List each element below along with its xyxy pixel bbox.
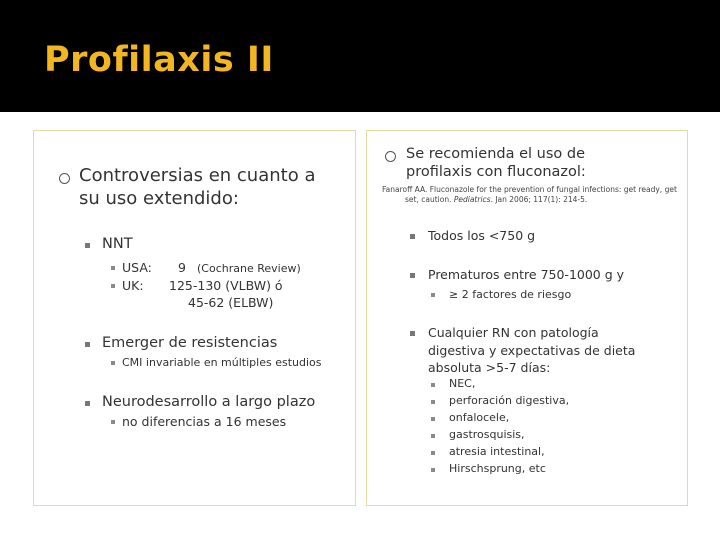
nnt-uk-value-line1: 125-130 (VLBW) ó (169, 278, 283, 293)
right-item3-line1: Cualquier RN con patología (428, 325, 599, 340)
right-item3-sub: NEC, (449, 377, 476, 390)
square-bullet-icon (431, 400, 435, 404)
right-item3-sub: Hirschsprung, etc (449, 462, 546, 475)
square-bullet-icon (410, 331, 415, 336)
square-bullet-icon (431, 417, 435, 421)
square-bullet-icon (410, 234, 415, 239)
right-item3-line3: absoluta >5-7 días: (428, 360, 551, 375)
citation-line1: Fanaroff AA. Fluconazole for the prevention of fungal infections: get ready, get (382, 185, 677, 194)
ring-bullet-icon (59, 173, 70, 184)
citation-line2: set, caution. Pediatrics. Jan 2006; 117(1): 214-5. (405, 195, 588, 204)
right-heading-line1: Se recomienda el uso de (406, 146, 586, 162)
left-panel (33, 130, 356, 506)
square-bullet-icon (85, 243, 90, 248)
right-item3-line2: digestiva y expectativas de dieta (428, 343, 636, 358)
square-bullet-icon (431, 293, 435, 297)
right-item3-sub: perforación digestiva, (449, 394, 570, 407)
right-item1: Todos los <750 g (428, 228, 536, 243)
ring-bullet-icon (385, 151, 396, 162)
slide-title: Profilaxis II (44, 40, 274, 80)
resistance-sub: CMI invariable en múltiples estudios (122, 356, 322, 369)
square-bullet-icon (85, 342, 90, 347)
square-bullet-icon (111, 361, 115, 365)
nnt-usa-label: USA: (122, 260, 152, 275)
nnt-usa-note: (Cochrane Review) (197, 262, 301, 275)
nnt-uk-value-line2: 45-62 (ELBW) (188, 295, 274, 310)
right-item3-sub: gastrosquisis, (449, 428, 525, 441)
right-item3-sub: atresia intestinal, (449, 445, 545, 458)
right-heading-line2: profilaxis con fluconazol: (406, 164, 586, 180)
right-item2-sub: ≥ 2 factores de riesgo (449, 288, 572, 301)
neuro-label: Neurodesarrollo a largo plazo (102, 394, 316, 410)
nnt-label: NNT (102, 236, 133, 252)
neuro-sub: no diferencias a 16 meses (122, 414, 287, 429)
square-bullet-icon (410, 273, 415, 278)
right-item3-sub: onfalocele, (449, 411, 510, 424)
square-bullet-icon (431, 383, 435, 387)
square-bullet-icon (111, 284, 115, 288)
left-heading-line1: Controversias en cuanto a (79, 165, 316, 186)
left-heading-line2: su uso extendido: (79, 188, 239, 209)
nnt-usa-value: 9 (178, 260, 186, 275)
square-bullet-icon (111, 266, 115, 270)
nnt-uk-label: UK: (122, 278, 144, 293)
resistance-label: Emerger de resistencias (102, 335, 278, 351)
right-item2: Prematuros entre 750-1000 g y (428, 267, 625, 282)
title-bar (0, 0, 720, 112)
square-bullet-icon (431, 468, 435, 472)
square-bullet-icon (85, 401, 90, 406)
square-bullet-icon (431, 434, 435, 438)
square-bullet-icon (431, 451, 435, 455)
square-bullet-icon (111, 420, 115, 424)
